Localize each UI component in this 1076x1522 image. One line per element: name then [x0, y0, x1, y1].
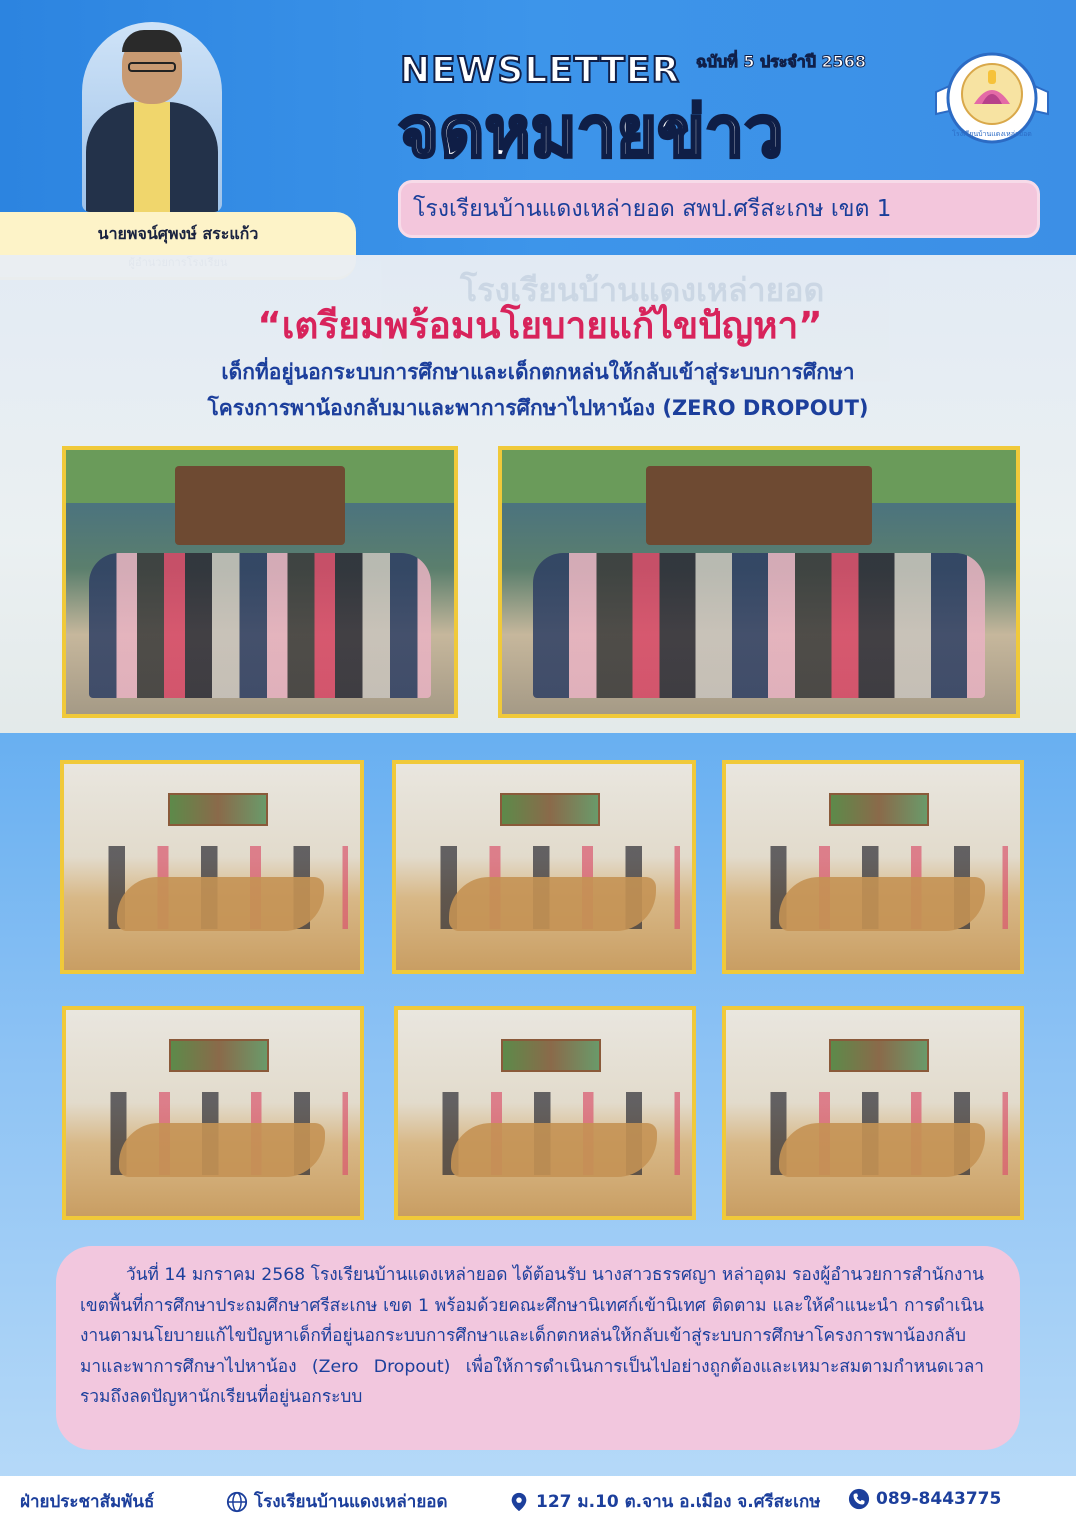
- footer-department-label: ฝ่ายประชาสัมพันธ์: [20, 1492, 155, 1512]
- page-title: จดหมายข่าว: [398, 91, 784, 173]
- issue-number: ฉบับที่ 5 ประจำปี 2568: [696, 52, 866, 71]
- school-banner: โรงเรียนบ้านแดงเหล่ายอด สพป.ศรีสะเกษ เขต 1: [398, 180, 1040, 238]
- footer-phone-label: 089-8443775: [876, 1489, 1002, 1509]
- meeting-photo-6: [722, 1006, 1024, 1220]
- meeting-photo-2: [392, 760, 696, 974]
- phone-icon: [848, 1488, 870, 1510]
- meeting-photo-4: [62, 1006, 364, 1220]
- director-portrait: [82, 22, 222, 212]
- article-body-box: [56, 1246, 1020, 1450]
- school-emblem-icon: [932, 48, 1052, 148]
- newsletter-word: NEWSLETTER: [400, 50, 681, 91]
- globe-icon: [226, 1491, 248, 1513]
- meeting-photo-1: [60, 760, 364, 974]
- article-headline: “เตรียมพร้อมนโยบายแก้ไขปัญหา”: [257, 304, 823, 347]
- logo-caption: โรงเรียนบ้านแดงเหล่ายอด: [952, 130, 1032, 138]
- footer-address: [508, 1488, 820, 1515]
- footer-website[interactable]: [226, 1488, 448, 1515]
- meeting-photo-5: [394, 1006, 696, 1220]
- footer-department: [20, 1488, 154, 1515]
- footer-address-label: 127 ม.10 ต.จาน อ.เมือง จ.ศรีสะเกษ: [536, 1492, 821, 1512]
- background-school-sign: โรงเรียนบ้านแดงเหล่ายอด: [460, 271, 825, 309]
- director-name: นายพจน์ศุพงษ์ สระแก้ว: [97, 224, 259, 243]
- location-pin-icon: [508, 1491, 530, 1513]
- footer-phone[interactable]: [848, 1488, 1001, 1510]
- article-subtitle-2: โครงการพาน้องกลับมาและพาการศึกษาไปหาน้อง (ZERO DROPOUT): [207, 396, 869, 420]
- group-photo-1: [62, 446, 458, 718]
- footer-website-label: โรงเรียนบ้านแดงเหล่ายอด: [254, 1492, 448, 1512]
- group-photo-2: [498, 446, 1020, 718]
- meeting-photo-3: [722, 760, 1024, 974]
- article-subtitle-1: เด็กที่อยู่นอกระบบการศึกษาและเด็กตกหล่นให้กลับเข้าสู่ระบบการศึกษา: [221, 360, 855, 384]
- footer: [0, 1476, 1076, 1522]
- article-body: วันที่ 14 มกราคม 2568 โรงเรียนบ้านแดงเหล่ายอด ได้ต้อนรับ นางสาวธรรศญา หล่าอุดม รองผู้อำนวยการสำนักงานเขตพื้นที่การศึกษาประถมศึกษาศรีสะเกษ เขต 1 พร้อมด้วยคณะศึกษานิเทศก์เข้านิเทศ ติดตาม และให้คำแนะนำ การดำเนินงานตามนโยบายแก้ไขปัญหาเด็กที่อยู่นอกระบบการศึกษาและเด็กตกหล่นให้กลับเข้าสู่ระบบการศึกษาโครงการพาน้องกลับมาและพาการศึกษาไปหาน้อง (Zero Dropout) เพื่อให้การดำเนินการเป็นไปอย่างถูกต้องและเหมาะสมตามกำหนดเวลา รวมถึงลดปัญหานักเรียนที่อยู่นอกระบบ: [80, 1265, 984, 1407]
